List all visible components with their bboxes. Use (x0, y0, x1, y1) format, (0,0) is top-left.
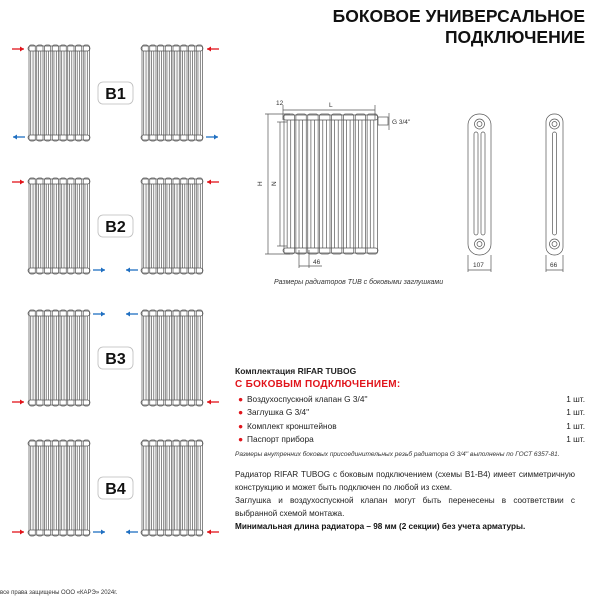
item-qty: 1 шт. (566, 407, 585, 418)
item-qty: 1 шт. (566, 420, 585, 431)
item-name: Заглушка G 3/4'' (247, 407, 310, 418)
dim-axis: N (271, 181, 278, 186)
kit-note: Размеры внутренних боковых присоединительных резьб радиатора G 3/4'' выполнены по ГОСТ 6357-81. (235, 451, 560, 458)
thread-label: G 3/4'' (392, 119, 411, 126)
dim-section: 46 (313, 259, 321, 266)
side-view-3-column (468, 114, 491, 255)
dim-depth-107: 107 (473, 262, 484, 269)
item-name: Воздухоспускной клапан G 3/4'' (247, 393, 368, 404)
item-name: Комплект кронштейнов (247, 420, 337, 431)
bullet-icon: ● (238, 420, 244, 431)
copyright: все права защищены ООО «КАРЭ» 2024г. (0, 590, 118, 596)
description-p2: Заглушка и воздухоспускной клапан могут быть перенесены в соответствии с выбранной схемой монтажа. (235, 496, 575, 518)
description-p1: Радиатор RIFAR TUBOG с боковым подключением (схемы B1-B4) имеет симметричную конструкцию и может быть подключен по любой из схем. (235, 470, 575, 492)
bullet-icon: ● (238, 407, 244, 418)
item-qty: 1 шт. (566, 434, 585, 445)
dim-length: L (329, 102, 333, 109)
bullet-icon: ● (238, 393, 244, 404)
kit-subheading: С БОКОВЫМ ПОДКЛЮЧЕНИЕМ: (235, 379, 401, 390)
scheme-label: B1 (105, 86, 126, 103)
title-line-2: ПОДКЛЮЧЕНИЕ (444, 27, 585, 47)
description (235, 468, 575, 533)
bullet-icon: ● (238, 434, 244, 445)
description-p3: Минимальная длина радиатора – 98 мм (2 секции) без учета арматуры. (235, 522, 526, 531)
list-item (235, 392, 585, 406)
dim-depth-66: 66 (550, 262, 558, 269)
kit-heading: Комплектация RIFAR TUBOG (235, 366, 357, 376)
radiator (283, 114, 378, 254)
kit-section (235, 366, 585, 458)
title-line-1: БОКОВОЕ УНИВЕРСАЛЬНОЕ (332, 6, 585, 26)
dim-height: H (257, 181, 264, 186)
scheme-label: B3 (105, 351, 126, 368)
item-qty: 1 шт. (566, 393, 585, 404)
radiator-front-view (283, 114, 378, 254)
scheme-label: B4 (105, 481, 126, 498)
list-item (235, 419, 585, 433)
side-view-2-column (546, 114, 563, 255)
drawing-caption: Размеры радиаторов TUB с боковыми заглушками (274, 279, 444, 286)
dim-offset: 12 (276, 100, 284, 107)
item-name: Паспорт прибора (247, 434, 314, 445)
scheme-label: B2 (105, 219, 126, 236)
list-item (235, 433, 585, 447)
list-item (235, 406, 585, 420)
